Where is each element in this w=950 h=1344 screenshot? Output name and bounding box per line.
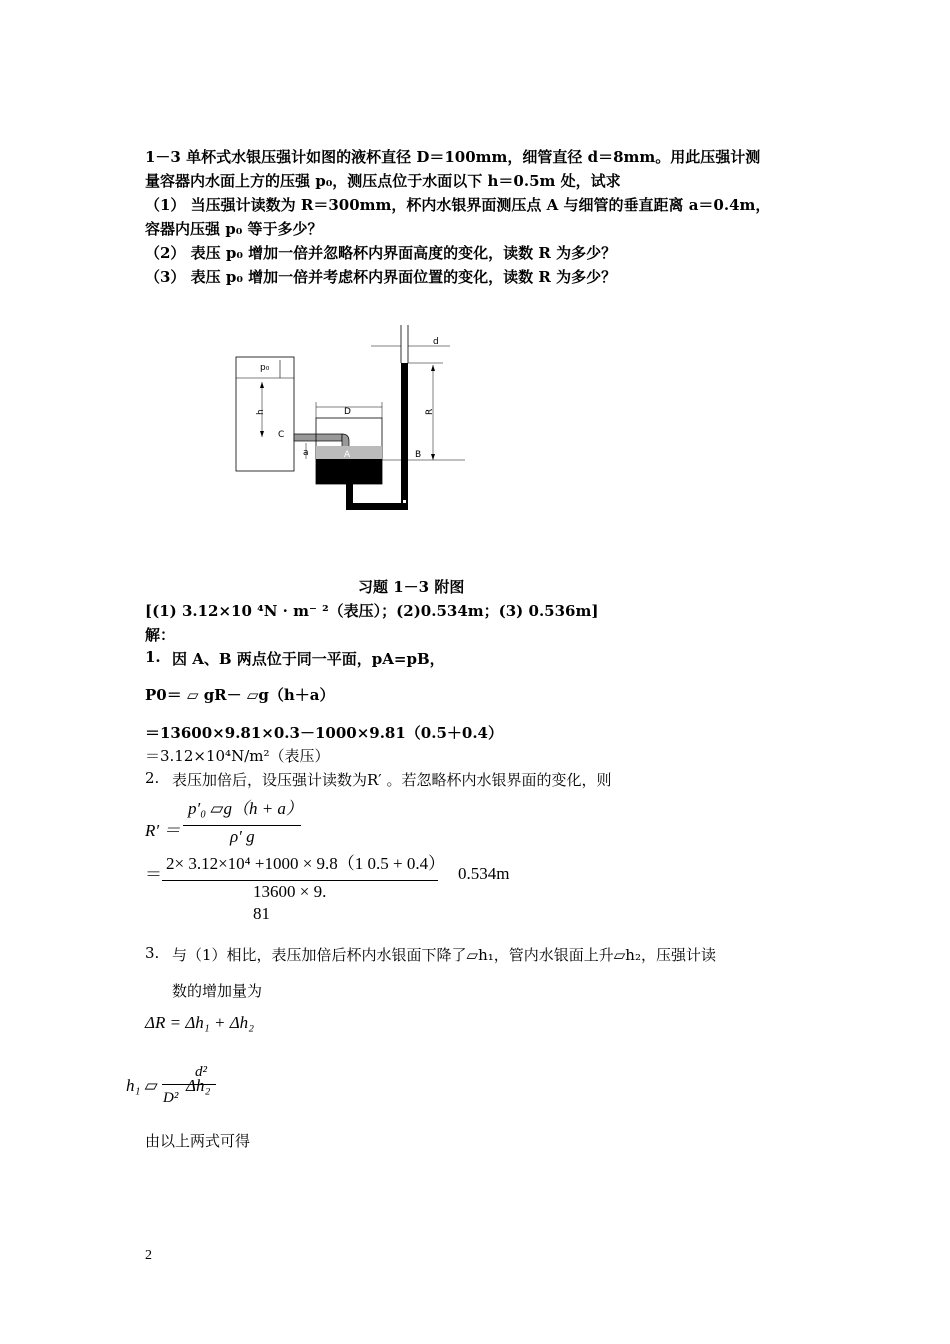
- label-D: D: [344, 407, 351, 417]
- step3-number: 3.: [145, 944, 160, 962]
- problem-line-5: （2） 表压 p₀ 增加一倍并忽略杯内界面高度的变化，读数 R 为多少？: [145, 244, 617, 262]
- step1-formula: P0＝ ▱ gR－ ▱g（h＋a）: [145, 686, 335, 704]
- page-number: 2: [145, 1248, 152, 1263]
- label-p0: p₀: [260, 363, 270, 373]
- label-a: a: [303, 448, 309, 458]
- step1-calc2: ＝3.12×10⁴N/m²（表压）: [145, 747, 330, 765]
- step2-eq: ＝: [145, 865, 162, 884]
- step2-numerator2: 2× 3.12×10⁴ +1000 × 9.8（1 0.5 + 0.4）: [166, 854, 446, 873]
- step2-result: 0.534m: [458, 864, 510, 883]
- problem-line-3: （1） 当压强计读数为 R＝300mm，杯内水银界面测压点 A 与细管的垂直距离 a＝0.4m，: [145, 196, 771, 214]
- answer-line: [(1) 3.12×10 ⁴N · m⁻ ²（表压）；(2)0.534m；(3) 0.536m]: [145, 602, 599, 620]
- fraction-bar-1: [183, 825, 301, 826]
- step3-eq2-numerator: d²: [195, 1064, 207, 1080]
- figure-caption: 习题 1－3 附图: [358, 578, 465, 596]
- step1-number: 1.: [145, 648, 161, 666]
- label-h: h: [256, 409, 266, 415]
- step2-denominator: ρ′ g: [230, 827, 255, 846]
- step2-text: 表压加倍后，设压强计读数为R′ 。若忽略杯内水银界面的变化，则: [172, 771, 612, 789]
- label-A: A: [344, 450, 351, 460]
- step3-eq2-rhs: Δh₂: [186, 1076, 211, 1095]
- step3-text-a: 与（1）相比，表压加倍后杯内水银面下降了▱h₁，管内水银面上升▱h₂，压强计读: [172, 946, 716, 964]
- label-B: B: [415, 450, 422, 460]
- step3-eq1: ΔR = Δh₁ + Δh₂: [145, 1013, 255, 1032]
- label-d: d: [433, 337, 439, 347]
- step2-numerator: p′₀ ▱g（h + a）: [188, 799, 303, 818]
- problem-line-1: 1－3 单杯式水银压强计如图的液杯直径 D＝100mm，细管直径 d＝8mm。用此压强计测: [145, 148, 761, 166]
- step2-lhs: R′ ＝: [145, 821, 181, 840]
- step2-number: 2.: [145, 769, 160, 787]
- problem-line-2: 量容器内水面上方的压强 p₀，测压点位于水面以下 h＝0.5m 处，试求: [145, 172, 621, 190]
- problem-line-6: （3） 表压 p₀ 增加一倍并考虑杯内界面位置的变化，读数 R 为多少？: [145, 268, 617, 286]
- step3-eq2-lhs: h₁ ▱: [126, 1076, 158, 1095]
- problem-line-4: 容器内压强 p₀ 等于多少？: [145, 220, 323, 238]
- step2-denominator2b: 81: [253, 904, 270, 923]
- label-R: R: [425, 408, 435, 415]
- solution-label: 解：: [145, 626, 176, 644]
- step3-eq2-denominator: D²: [163, 1090, 179, 1106]
- step1-text: 因 A、B 两点位于同一平面，pA=pB，: [172, 650, 445, 668]
- label-C: C: [278, 430, 285, 440]
- step3-conclusion: 由以上两式可得: [145, 1132, 251, 1150]
- step3-text-b: 数的增加量为: [172, 982, 263, 1000]
- step1-calc1: ＝13600×9.81×0.3－1000×9.81（0.5＋0.4）: [145, 724, 503, 742]
- step2-denominator2a: 13600 × 9.: [253, 882, 327, 901]
- fraction-bar-2: [162, 880, 438, 881]
- manometer-diagram: [225, 320, 465, 520]
